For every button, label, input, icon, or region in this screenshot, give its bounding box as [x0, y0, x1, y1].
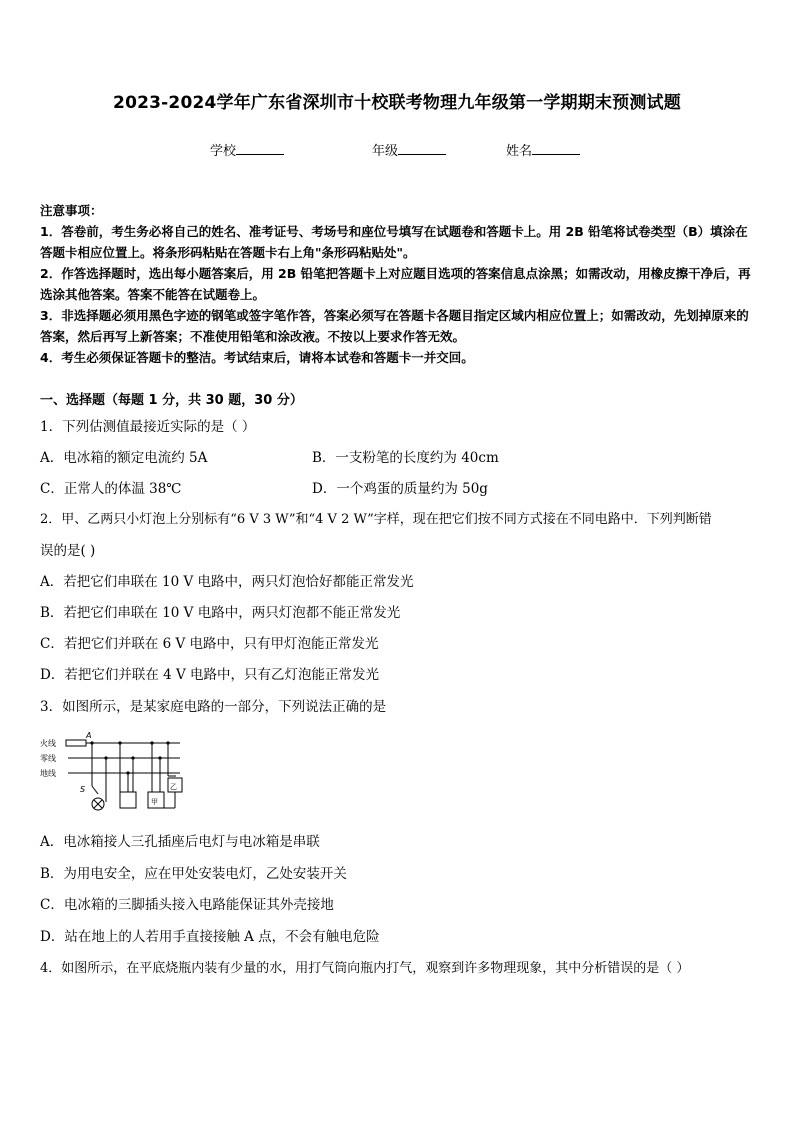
q1-option-c: C．正常人的体温 38℃: [40, 481, 182, 497]
q1-option-b: B．一支粉笔的长度约为 40cm: [312, 450, 499, 466]
q3-option-a: A．电冰箱接人三孔插座后电灯与电冰箱是串联: [40, 834, 320, 850]
label-switch-s: S: [80, 785, 86, 794]
q3-option-c: C．电冰箱的三脚插头接入电路能保证其外壳接地: [40, 897, 334, 913]
label-neutral: 零线: [40, 754, 56, 763]
school-field: [210, 140, 284, 159]
school-blank: [236, 142, 284, 155]
lamp-icon: [92, 798, 104, 810]
q2-option-c: C．若把它们并联在 6 V 电路中，只有甲灯泡能正常发光: [40, 636, 379, 652]
notes-heading: 注意事项：: [40, 203, 103, 218]
page-title: 2023-2024学年广东省深圳市十校联考物理九年级第一学期期末预测试题: [113, 93, 681, 113]
fuse-icon: [66, 740, 86, 746]
q2-option-a: A．若把它们串联在 10 V 电路中，两只灯泡恰好都能正常发光: [40, 574, 414, 590]
q3-option-b: B．为用电安全，应在甲处安装电灯，乙处安装开关: [40, 866, 347, 882]
q1-stem: 1．下列估测值最接近实际的是（ ）: [40, 419, 256, 435]
q2-option-d: D．若把它们并联在 4 V 电路中，只有乙灯泡能正常发光: [40, 667, 380, 683]
note-item-3: 3．非选择题必须用黑色字迹的钢笔或签字笔作答，答案必须写在答题卡各题目指定区域内相应位置上；如需改动，先划掉原来的答案，然后再写上新答案；不准使用铅笔和涂改液。不按以上要求作答无效。: [40, 308, 749, 344]
note-item-1: 1．答卷前，考生务必将自己的姓名、准考证号、考场号和座位号填写在试题卷和答题卡上。用 2B 铅笔将试卷类型（B）填涂在答题卡相应位置上。将条形码粘贴在答题卡右上角"条形码粘贴处"。: [40, 224, 748, 260]
school-label: 学校: [210, 144, 237, 159]
q1-option-d: D．一个鸡蛋的质量约为 50g: [312, 481, 488, 497]
grade-label: 年级: [372, 144, 399, 159]
label-point-a: A: [86, 731, 92, 740]
q1-option-a: A．电冰箱的额定电流约 5A: [40, 450, 208, 466]
label-yi: 乙: [170, 783, 177, 791]
socket-icon: [120, 792, 136, 808]
section-heading: 一、选择题（每题 1 分，共 30 题，30 分）: [40, 393, 303, 408]
name-blank: [532, 142, 580, 155]
note-item-4: 4．考生必须保证答题卡的整洁。考试结束后，请将本试卷和答题卡一并交回。: [40, 350, 474, 365]
q4-stem: 4．如图所示，在平底烧瓶内装有少量的水，用打气筒向瓶内打气，观察到许多物理现象，其中分析错误的是（ ）: [40, 961, 690, 976]
label-jia: 甲: [151, 798, 158, 806]
grade-blank: [398, 142, 446, 155]
name-field: [506, 140, 580, 159]
grade-field: [372, 140, 446, 159]
label-ground: 地线: [40, 769, 56, 778]
q3-option-d: D．站在地上的人若用手直接接触 A 点，不会有触电危险: [40, 929, 380, 945]
q3-stem: 3．如图所示，是某家庭电路的一部分，下列说法正确的是: [40, 699, 387, 715]
q2-option-b: B．若把它们串联在 10 V 电路中，两只灯泡都不能正常发光: [40, 605, 401, 621]
q2-stem-line1: 2．甲、乙两只小灯泡上分别标有“6 V 3 W”和“4 V 2 W”字样，现在把它们按不同方式接在不同电路中．下列判断错: [40, 512, 712, 527]
q2-stem-line2: 误的是( ): [40, 543, 96, 559]
note-item-2: 2．作答选择题时，选出每小题答案后，用 2B 铅笔把答题卡上对应题目选项的答案信息点涂黑；如需改动，用橡皮擦干净后，再选涂其他答案。答案不能答在试题卷上。: [40, 266, 751, 302]
circuit-diagram: [40, 728, 190, 813]
label-live: 火线: [40, 739, 56, 748]
name-label: 姓名: [506, 144, 533, 159]
